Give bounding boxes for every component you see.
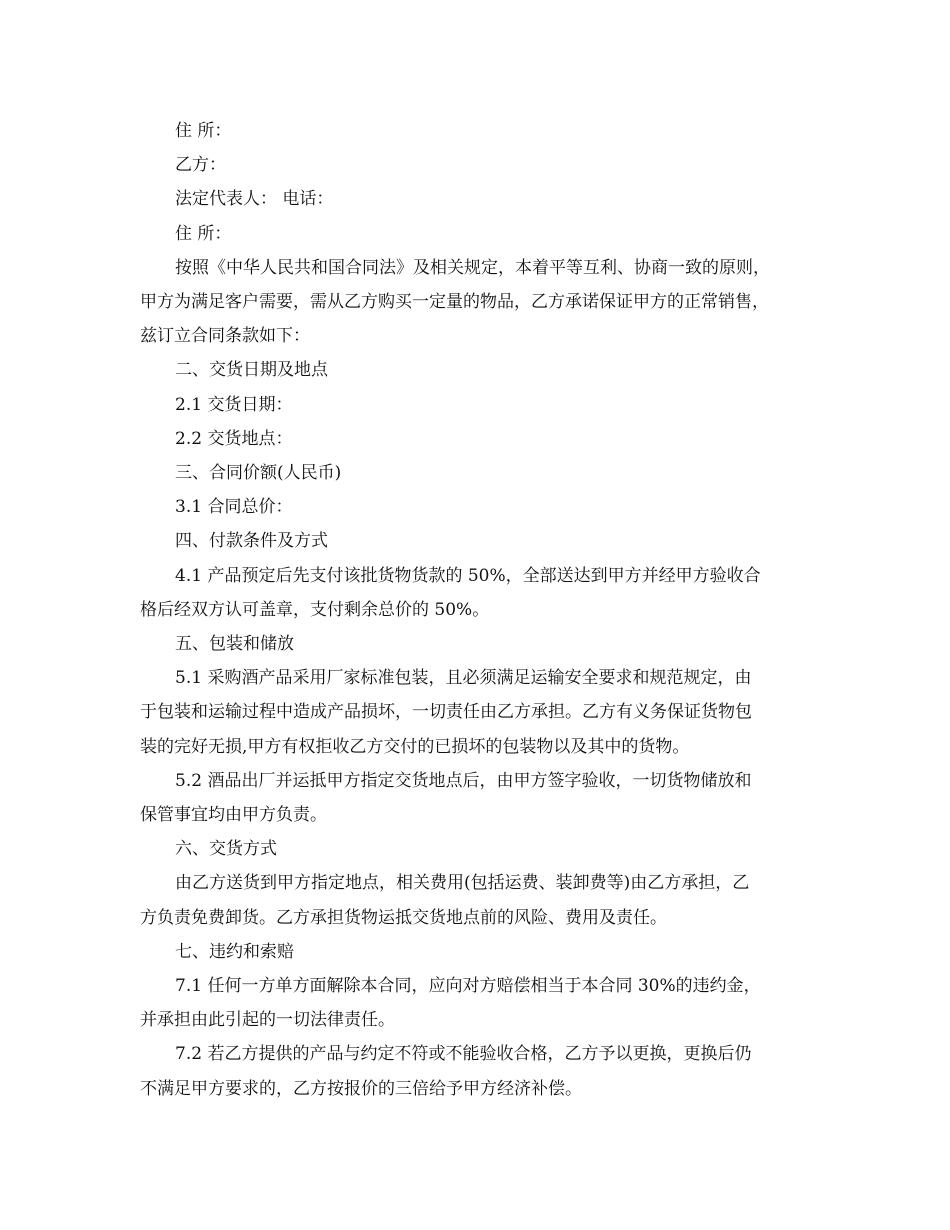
- clause-3-1: [140, 490, 820, 524]
- text-line: 法定代表人： 电话：: [175, 189, 334, 210]
- text-line: 于包装和运输过程中造成产品损坏，一切责任由乙方承担。乙方有义务保证货物包: [140, 702, 752, 723]
- paragraph-address-a: [140, 114, 820, 148]
- paragraph-address-b: [140, 217, 820, 251]
- paragraph-preamble: [140, 251, 820, 354]
- section-heading-breach: [140, 935, 820, 969]
- text-line: 3.1 合同总价：: [175, 497, 293, 518]
- text-line: 三、合同价额(人民币): [175, 463, 342, 484]
- text-line: 并承担由此引起的一切法律责任。: [140, 1010, 395, 1031]
- clause-6-body: [140, 866, 820, 934]
- clause-7-1: [140, 969, 820, 1037]
- text-line: 5.1 采购酒产品采用厂家标准包装，且必须满足运输安全要求和规范规定，由: [175, 668, 752, 689]
- text-line: 4.1 产品预定后先支付该批货物货款的 50%，全部送达到甲方并经甲方验收合: [175, 565, 761, 586]
- section-heading-delivery-method: [140, 832, 820, 866]
- section-heading-payment: [140, 524, 820, 558]
- clause-5-1: [140, 661, 820, 764]
- text-line: 住 所：: [175, 121, 232, 141]
- clause-2-1: [140, 388, 820, 422]
- text-line: 保管事宜均由甲方负责。: [140, 805, 327, 826]
- text-line: 六、交货方式: [175, 839, 277, 860]
- text-line: 7.2 若乙方提供的产品与约定不符或不能验收合格，乙方予以更换，更换后仍: [175, 1044, 752, 1065]
- document-body: [140, 114, 820, 1106]
- paragraph-party-b: [140, 148, 820, 182]
- section-heading-delivery: [140, 353, 820, 387]
- text-line: 甲方为满足客户需要，需从乙方购买一定量的物品，乙方承诺保证甲方的正常销售，: [140, 292, 769, 313]
- text-line: 二、交货日期及地点: [175, 360, 328, 381]
- text-line: 不满足甲方要求的，乙方按报价的三倍给予甲方经济补偿。: [140, 1078, 582, 1099]
- text-line: 乙方：: [175, 155, 226, 176]
- text-line: 2.1 交货日期：: [175, 394, 293, 415]
- clause-2-2: [140, 422, 820, 456]
- text-line: 方负责免费卸货。乙方承担货物运抵交货地点前的风险、费用及责任。: [140, 907, 667, 928]
- text-line: 五、包装和储放: [175, 634, 294, 655]
- section-heading-packaging: [140, 627, 820, 661]
- text-line: 住 所：: [175, 223, 232, 244]
- text-line: 兹订立合同条款如下：: [140, 326, 310, 347]
- clause-7-2: [140, 1037, 820, 1105]
- clause-5-2: [140, 764, 820, 832]
- text-line: 四、付款条件及方式: [175, 531, 328, 552]
- section-heading-price: [140, 456, 820, 490]
- text-line: 7.1 任何一方单方面解除本合同，应向对方赔偿相当于本合同 30%的违约金，: [175, 976, 761, 997]
- text-line: 装的完好无损,甲方有权拒收乙方交付的已损坏的包装物以及其中的货物。: [140, 736, 690, 757]
- text-line: 由乙方送货到甲方指定地点，相关费用(包括运费、装卸费等)由乙方承担，乙: [175, 873, 750, 894]
- text-line: 按照《中华人民共和国合同法》及相关规定，本着平等互利、协商一致的原则，: [175, 257, 770, 278]
- text-line: 5.2 酒品出厂并运抵甲方指定交货地点后，由甲方签字验收，一切货物储放和: [175, 770, 752, 791]
- text-line: 2.2 交货地点：: [175, 428, 293, 449]
- text-line: 格后经双方认可盖章，支付剩余总价的 50%。: [140, 599, 490, 620]
- paragraph-legal-rep: [140, 182, 820, 216]
- clause-4-1: [140, 559, 820, 627]
- text-line: 七、违约和索赔: [175, 941, 294, 962]
